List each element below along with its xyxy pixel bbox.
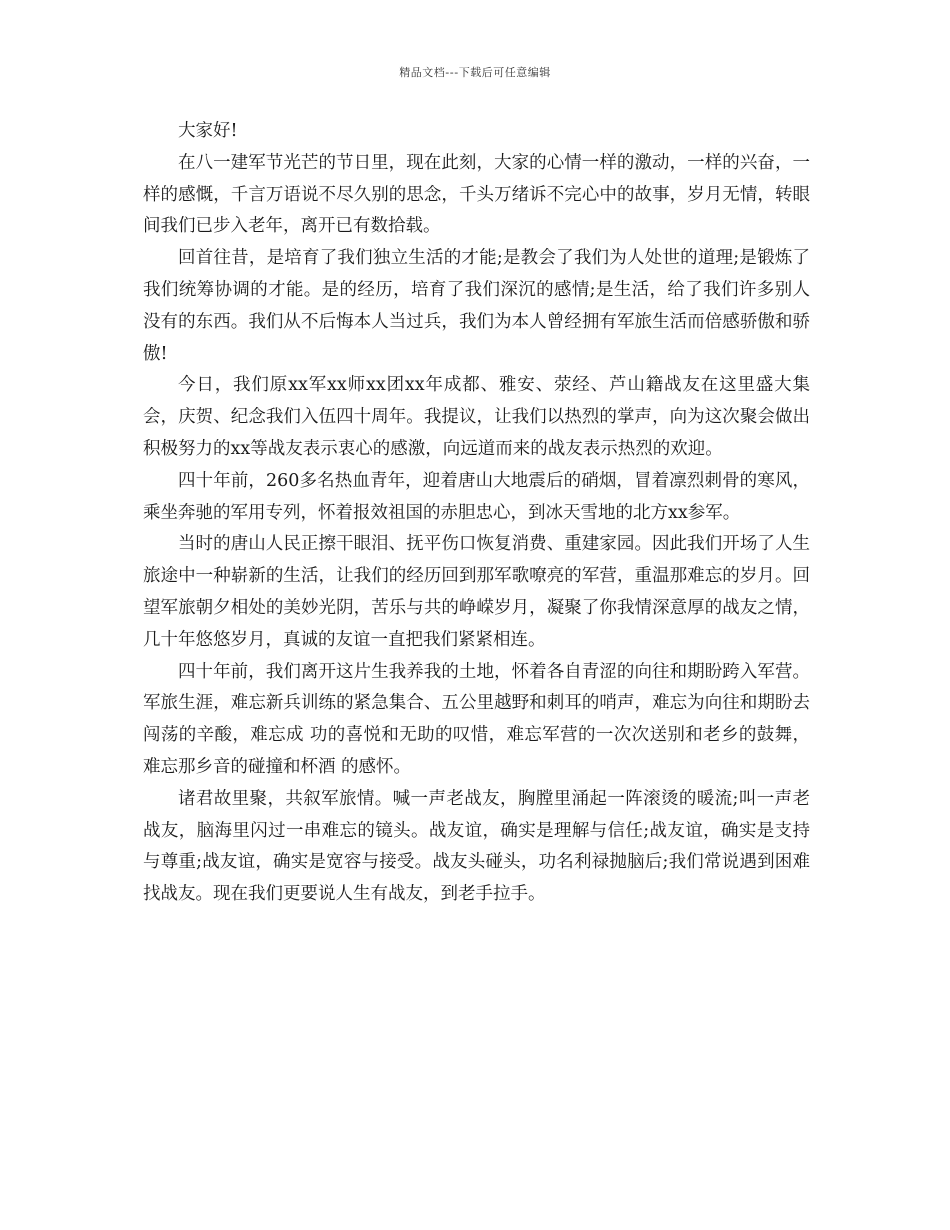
page-header: 精品文档---下载后可任意编辑 — [399, 66, 551, 79]
paragraph: 四十年前，260多名热血青年，迎着唐山大地震后的硝烟，冒着凛烈刺骨的寒风，乘坐奔驰的军用专列，怀着报效祖国的赤胆忠心，到冰天雪地的北方xx参军。 — [143, 470, 810, 523]
paragraph: 四十年前，我们离开这片生我养我的土地，怀着各自青涩的向往和期盼跨入军营。军旅生涯，难忘新兵训练的紧急集合、五公里越野和刺耳的哨声，难忘为向往和期盼去闯荡的辛酸，难忘成 功的喜悦和无助的叹惜，难忘军营的一次次送别和老乡的鼓舞，难忘那乡音的碰撞和杯酒 的感怀。 — [143, 661, 810, 777]
paragraph: 回首往昔，是培育了我们独立生活的才能;是教会了我们为人处世的道理;是锻炼了我们统筹协调的才能。是的经历，培育了我们深沉的感情;是生活，给了我们许多别人没有的东西。我们从不后悔本人当过兵，我们为本人曾经拥有军旅生活而倍感骄傲和骄傲! — [143, 248, 810, 364]
paragraph: 当时的唐山人民正擦干眼泪、抚平伤口恢复消费、重建家园。因此我们开场了人生旅途中一种崭新的生活，让我们的经历回到那军歌嘹亮的军营，重温那难忘的岁月。回望军旅朝夕相处的美妙光阴，苦乐与共的峥嵘岁月，凝聚了你我情深意厚的战友之情，几十年悠悠岁月，真诚的友谊一直把我们紧紧相连。 — [143, 534, 810, 650]
paragraph: 在八一建军节光芒的节日里，现在此刻，大家的心情一样的激动，一样的兴奋，一样的感慨，千言万语说不尽久别的思念，千头万绪诉不完心中的故事，岁月无情，转眼间我们已步入老年，离开已有数拾载。 — [143, 152, 810, 237]
paragraph: 今日，我们原xx军xx师xx团xx年成都、雅安、荥经、芦山籍战友在这里盛大集会，庆贺、纪念我们入伍四十周年。我提议，让我们以热烈的掌声，向为这次聚会做出积极努力的xx等战友表示衷心的感激，向远道而来的战友表示热烈的欢迎。 — [143, 375, 810, 459]
paragraph: 诸君故里聚，共叙军旅情。喊一声老战友，胸膛里涌起一阵滚烫的暖流;叫一声老战友，脑海里闪过一串难忘的镜头。战友谊，确实是理解与信任;战友谊，确实是支持与尊重;战友谊，确实是宽容与接受。战友头碰头，功名利禄抛脑后;我们常说遇到困难找战友。现在我们更要说人生有战友，到老手拉手。 — [143, 788, 810, 905]
document-body — [143, 116, 810, 911]
paragraph-greeting: 大家好! — [178, 121, 238, 141]
